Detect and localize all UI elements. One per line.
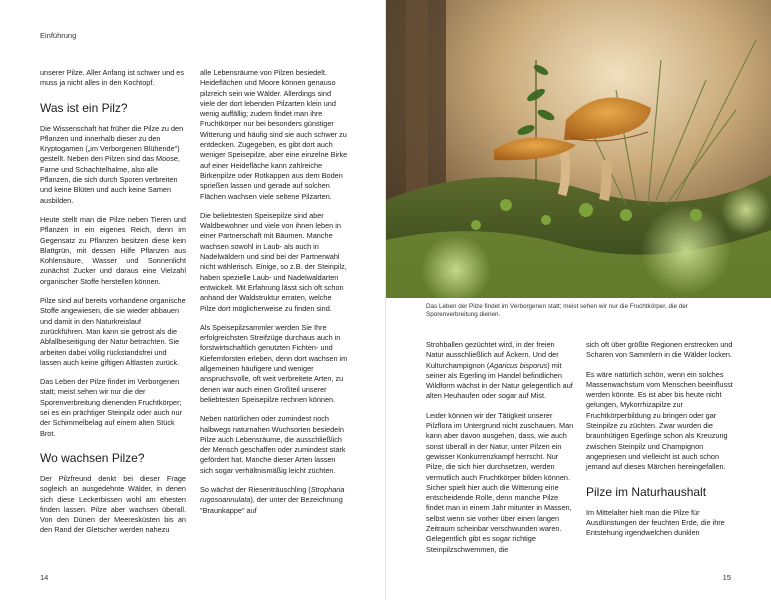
paragraph: Pilze sind auf bereits vorhandene organische Stoffe angewiesen, die sie wieder abbauen und damit in den Naturkreislauf zurückführen. Man kann sie getrost als die Abfallbeseitigung der Natur betrachten. Sie arbeiten dabei völlig rückstandsfrei und lassen auch keine giftigen Altlasten zurück. (40, 296, 186, 367)
paragraph: Strohballen gezüchtet wird, in der freien Natur ausschließlich auf Äckern. Und der Kulturchampignon (Agaricus bisporus) mit seiner als Egerling im Handel befindlichen Wildform wächst in der Natur gelegentlich auf alten Heuhaufen oder sogar auf Mist. (426, 340, 573, 401)
paragraph: Es wäre natürlich schön, wenn ein solches Massenwachstum vom Menschen beeinflusst werden könnte. Es ist aber bis heute nicht gelungen, Mykorrhizapilze zur Fruchtkörperbildung zu bringen oder gar Steinpilze zu züchten. Zwar wurden die braunhütigen Egerlinge schon als Kreuzung zwischen Steinpilz und Champignon angepriesen und vielleicht ist auch schon jemand auf dieses Märchen hereingefallen. (586, 369, 733, 472)
paragraph: unserer Pilze. Aller Anfang ist schwer und es muss ja nicht alles in den Kochtopf. (40, 68, 184, 88)
mushroom-photo (386, 0, 771, 298)
photo-caption: Das Leben der Pilze findet im Verborgenen statt; meist sehen wir nur die Fruchtkörper, die der Sporenverbreitung dienen. (426, 303, 688, 319)
paragraph: alle Lebensräume von Pilzen besiedelt. Heideflächen und Moore können genauso pilzreich sein wie Wälder. Allerdings sind viele der dort lebenden Pilzarten klein und wenig auffällig; zudem findet man ihre Fruchtkörper nur bei besonders günstiger Witterung und häufig sind sie auch schwer zu entdecken. Zugegeben, es gibt dort auch weniger Speisepilze, aber eine einzelne Birke auf einer Heidefläche kann zahlreiche Birkenpilze oder Rotkappen aus dem Boden sprießen lassen und gerade auf solchen Flächen wachsen viele seltene Pilzarten. (200, 68, 348, 201)
left-column-2 (200, 68, 348, 525)
heading-wo-wachsen-pilze: Wo wachsen Pilze? (40, 450, 145, 465)
paragraph: Die beliebtesten Speisepilze sind aber Waldbewohner und viele von ihnen leben in einer Partnerschaft mit Bäumen. Manche wachsen sowohl in Laub- als auch in Nadelwäldern und sind bei der Partnerwahl nicht wählerisch. Einige, so z.B. der Steinpilz, haben spezielle Laub- und Nadelwaldarten entwickelt. Mit Erfahrung lässt sich oft schon anhand der Waldstruktur erraten, welche Pilze dort möglicherweise zu finden sind. (200, 210, 347, 313)
paragraph: Heute stellt man die Pilze neben Tieren und Pflanzen in ein eigenes Reich, denn im Gegensatz zu Pflanzen besitzen diese kein Blattgrün, mit dessen Hilfe Pflanzen aus Kohlensäure, Wasser und Sonnenlicht zunächst Zucker und daraus eine Vielzahl organischer Stoffe herstellen können. (40, 214, 186, 286)
left-column-1 (40, 68, 186, 545)
heading-was-ist-ein-pilz: Was ist ein Pilz? (40, 100, 128, 115)
paragraph: Leider können wir der Tätigkeit unserer Pilzflora im Untergrund nicht zuschauen. Man kann aber davon ausgehen, dass, wie auch sonst überall in der Natur, unter Pilzen ein gewisser Konkurrenzkampf herrscht. Nur Pilze, die sich hier durchsetzen, werden vermutlich auch Fruchtkörper bilden können. Sicher spielt hier auch die Witterung eine entscheidende Rolle, denn manche Pilze findet man in einem Jahr mitunter in Massen, selbst wenn sie vorher über einen langen Zeitraum scheinbar verschwunden waren. Gelegentlich gibt es sogar richtige Steinpilzschwemmen, die (426, 410, 574, 554)
paragraph: Das Leben der Pilze findet im Verborgenen statt; meist sehen wir nur die der Sporenverbreitung dienenden Fruchtkörper; sei es ein prächtiger Steinpilz oder auch nur der Schimmelbelag auf einem alten Stück Brot. (40, 377, 182, 438)
paragraph: sich oft über größte Regionen erstrecken und Scharen von Sammlern in die Wälder locken. (586, 340, 733, 360)
right-column-1 (426, 340, 574, 564)
right-page (386, 0, 771, 600)
paragraph: Im Mittelalter hielt man die Pilze für Ausdünstungen der feuchten Erde, die ihre Entstehung irgendwelchen dunklen (586, 507, 725, 538)
paragraph: Als Speisepilzsammler werden Sie Ihre erfolgreichsten Streifzüge durchaus auch in forstwirtschaftlich genutzten Fichten- und Kiefernforsten erleben, denn dort wachsen im allgemeinen häufigere und weniger anspruchsvolle, oft weit verbreitete Arten, zu denen war auch einen Großteil unserer beliebtesten Speisepilze rechnen können. (200, 322, 348, 404)
running-head: Einführung (40, 31, 77, 40)
paragraph: So wächst der Riesenträuschling (Stropharia rugosoannulata), der unter der Bezeichnung "Braunkappe" auf (200, 484, 345, 515)
page-number: 15 (722, 573, 731, 582)
paragraph: Die Wissenschaft hat früher die Pilze zu den Pflanzen und innerhalb dieser zu den Kryptogamen („im Verborgenen Blühende") gestellt. Neben den Pilzen sind das Moose, Farne und Schachtelhalme, also alle Pflanzen, die sich durch Sporen verbreiten und keine Blüten und auch keine Samen ausbilden. (40, 123, 184, 205)
latin-name: Agaricus bisporus (489, 360, 548, 370)
heading-pilze-im-naturhaushalt: Pilze im Naturhaushalt (586, 484, 707, 499)
paragraph: Der Pilzfreund denkt bei dieser Frage sogleich an ausgedehnte Wälder, in denen sich diese Leckerbissen wohl am ehesten finden lassen. Pilze aber wachsen überall. Von den Dünen der Meeresküsten bis an den Rand der Gletscher werden nahezu (40, 473, 186, 535)
right-column-2 (586, 340, 734, 547)
left-page (0, 0, 385, 600)
paragraph: Neben natürlichen oder zumindest noch halbwegs naturnahen Wuchsorten besiedeln Pilze auch Lebensräume, die ausschließlich der Mensch geschaffen oder zumindest stark gefördert hat. Manche dieser Arten lassen sich sogar verhältnismäßig leicht züchten. (200, 414, 346, 475)
latin-name: Stropharia rugosoannulata (200, 484, 345, 505)
page-number: 14 (40, 573, 49, 582)
